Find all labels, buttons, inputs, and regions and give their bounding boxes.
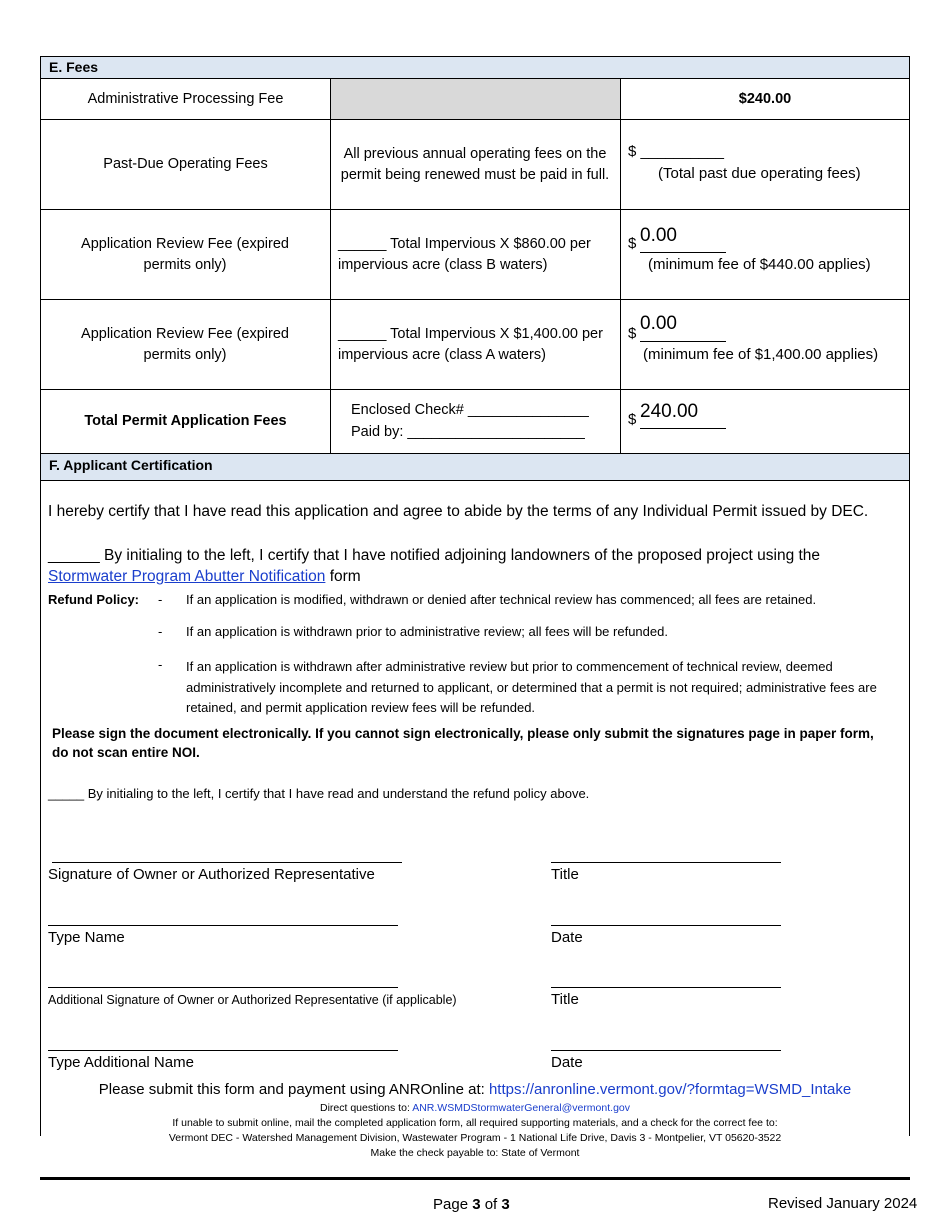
admin-fee-amount: $240.00 — [738, 90, 792, 107]
review-fee-b-label: Application Review Fee (expired permits only) — [81, 235, 289, 273]
additional-signature-label: Additional Signature of Owner or Authorized Representative (if applicable) — [48, 993, 457, 1007]
title-line[interactable] — [551, 987, 781, 988]
total-fees-currency: $ — [628, 411, 637, 428]
mail-instructions: If unable to submit online, mail the completed application form, all required supporting materials, and a check for the correct fee to: — [172, 1117, 778, 1129]
abutter-initials-field: ______ By initialing to the left, I certify that I have notified adjoining landowners of the proposed project using the — [48, 547, 821, 564]
past-due-fee-amount-field[interactable]: $ __________ — [628, 143, 724, 160]
abutter-notification-link[interactable]: Stormwater Program Abutter Notification — [48, 568, 326, 585]
section-e-title: E. Fees — [49, 59, 99, 75]
section-e-header — [41, 57, 909, 78]
anronline-link[interactable]: https://anronline.vermont.gov/?formtag=WSMD_Intake — [488, 1081, 852, 1098]
owner-signature-label: Signature of Owner or Authorized Representative — [48, 866, 375, 883]
past-due-fee-note: (Total past due operating fees) — [658, 165, 861, 182]
sign-instructions: Please sign the document electronically. If you cannot sign electronically, please only submit the signatures page in paper form, do not scan entire NOI. — [52, 726, 874, 760]
refund-item: If an application is withdrawn after administrative review but prior to commencement of technical review, deemed administratively incomplete and returned to applicant, or determined that a permit is not required; administrative fees are retained, and permit application review fees will be refunded. — [186, 659, 877, 715]
review-fee-a-currency: $ — [628, 325, 637, 342]
mailing-address: Vermont DEC - Watershed Management Division, Wastewater Program - 1 National Life Drive, Davis 3 - Montpelier, VT 05620-3522 — [168, 1132, 782, 1144]
questions-email-link[interactable]: ANR.WSMDStormwaterGeneral@vermont.gov — [412, 1102, 631, 1114]
type-additional-name-line[interactable] — [48, 1050, 398, 1051]
title-label: Title — [551, 991, 579, 1008]
review-fee-a-label: Application Review Fee (expired permits only) — [81, 325, 289, 363]
date-label: Date — [551, 929, 583, 946]
refund-item-dash: - — [158, 592, 163, 607]
check-payable: Make the check payable to: State of Vermont — [370, 1147, 580, 1159]
certification-statement: I hereby certify that I have read this application and agree to abide by the terms of any Individual Permit issued by DEC. — [48, 503, 869, 520]
total-fees-label: Total Permit Application Fees — [84, 413, 287, 429]
title-line[interactable] — [551, 862, 781, 863]
total-fees-amount-field[interactable]: 240.00 — [640, 401, 726, 429]
additional-signature-line[interactable] — [48, 987, 398, 988]
title-label: Title — [551, 866, 579, 883]
admin-fee-shaded-cell — [331, 78, 620, 119]
submission-instructions: Please submit this form and payment using ANROnline at: https://anronline.vermont.gov/?formtag=WSMD_Intake — [98, 1081, 852, 1098]
abutter-certification: ______ By initialing to the left, I certify that I have notified adjoining landowners of the proposed project using the Stormwater Program Abutter Notification form — [48, 547, 821, 585]
type-additional-name-label: Type Additional Name — [48, 1054, 194, 1071]
date-line[interactable] — [551, 1050, 781, 1051]
past-due-fee-label: Past-Due Operating Fees — [103, 156, 268, 172]
date-line[interactable] — [551, 925, 781, 926]
review-fee-a-note: (minimum fee of $1,400.00 applies) — [643, 346, 879, 363]
date-label: Date — [551, 1054, 583, 1071]
review-fee-b-currency: $ — [628, 235, 637, 252]
refund-item-dash: - — [158, 657, 163, 672]
footer-rule — [40, 1177, 910, 1180]
section-f-title: F. Applicant Certification — [49, 457, 213, 473]
questions-contact: Direct questions to: ANR.WSMDStormwaterGeneral@vermont.gov — [319, 1102, 631, 1114]
review-fee-b-description: ______ Total Impervious X $860.00 per impervious acre (class B waters) — [338, 236, 591, 273]
refund-item: If an application is withdrawn prior to administrative review; all fees will be refunded. — [186, 624, 668, 639]
type-name-label: Type Name — [48, 929, 125, 946]
refund-item: If an application is modified, withdrawn or denied after technical review has commenced; all fees are retained. — [186, 592, 817, 607]
revised-date: Revised January 2024 — [768, 1195, 918, 1212]
type-name-line[interactable] — [48, 925, 398, 926]
review-fee-a-amount-field[interactable]: 0.00 — [640, 313, 726, 342]
refund-initial-certification[interactable]: _____ By initialing to the left, I certify that I have read and understand the refund policy above. — [48, 786, 590, 801]
owner-signature-line[interactable] — [52, 862, 402, 863]
past-due-fee-description: All previous annual operating fees on the permit being renewed must be paid in full. — [340, 145, 610, 183]
admin-fee-label: Administrative Processing Fee — [87, 90, 284, 107]
review-fee-b-note: (minimum fee of $440.00 applies) — [648, 256, 871, 273]
section-f-header — [41, 454, 909, 480]
page-number: Page 3 of 3 — [433, 1196, 510, 1213]
refund-item-dash: - — [158, 624, 163, 639]
refund-policy-label: Refund Policy: — [48, 592, 140, 607]
enclosed-check-field[interactable]: Enclosed Check# _______________ — [351, 402, 589, 418]
paid-by-field[interactable]: Paid by: ______________________ — [351, 424, 585, 440]
review-fee-b-amount-field[interactable]: 0.00 — [640, 225, 726, 253]
review-fee-a-description: ______ Total Impervious X $1,400.00 per impervious acre (class A waters) — [338, 326, 603, 363]
